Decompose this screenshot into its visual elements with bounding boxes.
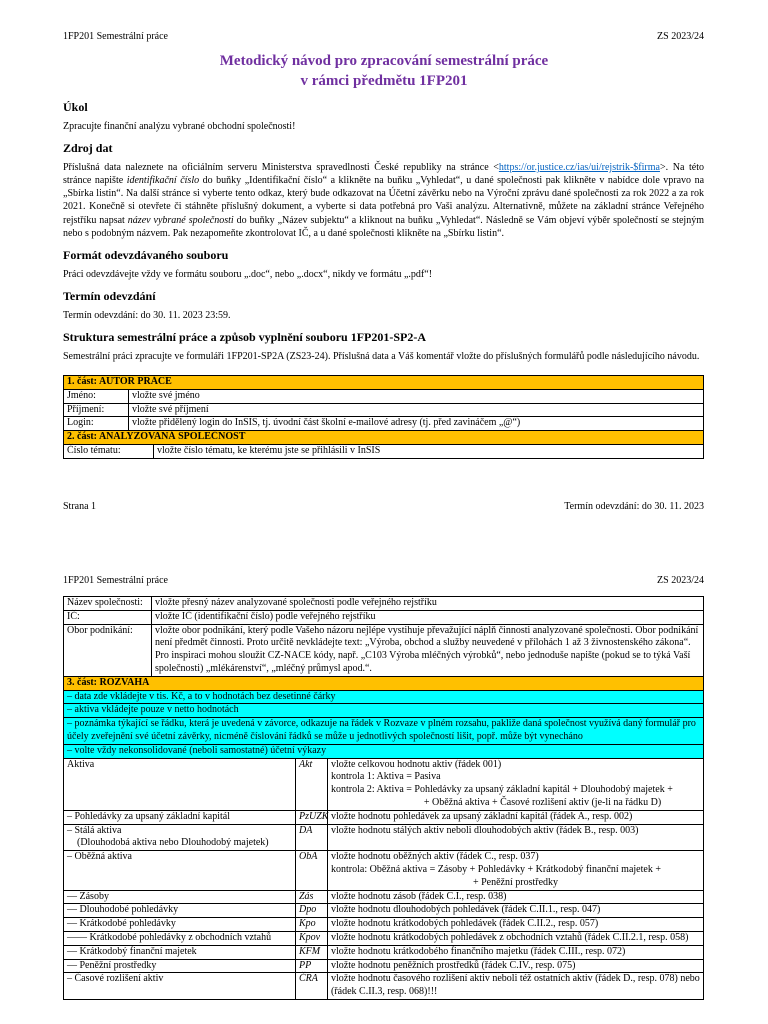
table-row [64, 931, 704, 945]
row-label: — Zásoby [64, 890, 296, 904]
row-label: — Dlouhodobé pohledávky [64, 904, 296, 918]
heading-format: Formát odevzdávaného souboru [63, 247, 229, 262]
row-value: vložte hodnotu krátkodobých pohledávek z obchodních vztahů (řádek C.II.2.1, resp. 058) [328, 931, 704, 945]
section-ukol [63, 100, 704, 133]
row-abbr: Kpov [296, 931, 328, 945]
company-table [63, 596, 704, 677]
value-line: kontrola: Oběžná aktiva = Zásoby + Pohledávky + Krátkodobý finanční majetek + [331, 863, 661, 875]
row-value [328, 851, 704, 890]
row-value: vložte hodnotu časového rozlišení aktiv neboli též ostatních aktiv (řádek D., resp. 078) nebo (řádek C.II.3, resp. 068)!!! [328, 973, 704, 1000]
row-value: vložte číslo tématu, ke kterému jste se přihlásili v InSIS [154, 445, 704, 459]
part-2-header: 2. část: ANALYZOVANÁ SPOLEČNOST [64, 431, 704, 445]
row-value: vložte přidělený login do InSIS, tj. úvodní část školní e-mailové adresy (tj. před zavináčem „@“) [129, 417, 704, 431]
text-struktura: Semestrální práci zpracujte ve formuláři 1FP201-SP2A (ZS23-24). Příslušná data a Váš komentář vložte do příslušných formulářů podle následujícího návodu. [63, 350, 700, 362]
value-line: + Peněžní prostředky [472, 876, 559, 888]
section-format [63, 248, 704, 281]
row-label: Login: [64, 417, 129, 431]
document-body [63, 100, 704, 459]
registry-link[interactable]: https://or.justice.cz/ias/ui/rejstrik-$firma [498, 161, 660, 173]
note-row: – poznámka týkající se řádku, která je uvedená v závorce, odkazuje na řádek v Rozvaze v plném rozsahu, pakliže daná společnost využívá daný formulář pro účely zveřejnění své účetní závěrky, nicméně číslování řádků se může u jednotlivých společností lišit, popř. může být vynecháno [64, 718, 704, 745]
value-line: vložte celkovou hodnotu aktiv (řádek 001) [331, 758, 502, 770]
row-label: Obor podnikání: [64, 624, 152, 676]
text-zdroj-dat [63, 161, 704, 240]
row-abbr: Zás [296, 890, 328, 904]
table-row [64, 945, 704, 959]
row-value: vložte IČ (identifikační číslo) podle veřejného rejstříku [152, 610, 704, 624]
balance-sheet-form [63, 596, 704, 1000]
value-line: kontrola 1: Aktiva = Pasiva [331, 771, 441, 783]
row-abbr: KFM [296, 945, 328, 959]
table-row [64, 904, 704, 918]
row-value: vložte hodnotu krátkodobého finančního majetku (řádek C.III., resp. 072) [328, 945, 704, 959]
heading-zdroj-dat: Zdroj dat [63, 141, 113, 156]
row-label: Jméno: [64, 389, 129, 403]
table-row [64, 824, 704, 851]
value-line: kontrola 2: Aktiva = Pohledávky za upsaný základní kapitál + Dlouhodobý majetek + [331, 784, 673, 796]
row-label: Název společnosti: [64, 597, 152, 611]
header-course: 1FP201 Semestrální práce [63, 31, 168, 42]
row-abbr: PP [296, 959, 328, 973]
table-row [64, 973, 704, 1000]
table-row [64, 959, 704, 973]
row-label: Aktiva [64, 758, 296, 810]
zdroj-italic: identifikační číslo [126, 175, 200, 187]
note-row: – aktiva vkládejte pouze v netto hodnotách [64, 704, 704, 718]
section-struktura [63, 330, 704, 363]
section-zdroj-dat [63, 141, 704, 240]
row-abbr: DA [296, 824, 328, 851]
label-line: (Dlouhodobá aktiva nebo Dlouhodobý majetek) [77, 837, 269, 849]
row-value [328, 758, 704, 810]
row-label: Příjmení: [64, 403, 129, 417]
row-value: vložte hodnotu zásob (řádek C.I., resp. 038) [328, 890, 704, 904]
row-value: vložte své příjmení [129, 403, 704, 417]
row-label: – Oběžná aktiva [64, 851, 296, 890]
row-value: vložte hodnotu dlouhodobých pohledávek (řádek C.II.1., resp. 047) [328, 904, 704, 918]
page-footer [63, 500, 704, 513]
header-term: ZS 2023/24 [657, 575, 704, 586]
page-gap [0, 540, 768, 566]
row-value: vložte hodnotu krátkodobých pohledávek (řádek C.II.2., resp. 057) [328, 918, 704, 932]
row-label: – Časové rozlišení aktiv [64, 973, 296, 1000]
footer-deadline: Termín odevzdání: do 30. 11. 2023 [564, 501, 704, 512]
heading-struktura: Struktura semestrální práce a způsob vyplnění souboru 1FP201-SP2-A [63, 330, 427, 344]
table-row [64, 890, 704, 904]
row-label: — Peněžní prostředky [64, 959, 296, 973]
balance-table [63, 677, 704, 1000]
table-row [64, 758, 704, 810]
page-header [63, 30, 704, 43]
title-line-2: v rámci předmětu 1FP201 [300, 72, 468, 89]
text-format: Práci odevzdávejte vždy ve formátu souboru „.doc“, nebo „.docx“, nikdy ve formátu „.pdf“! [63, 268, 433, 280]
row-abbr: ČRA [296, 973, 328, 1000]
section-termin [63, 289, 704, 322]
value-line: + Oběžná aktiva + Časové rozlišení aktiv (je-li na řádku D) [423, 796, 662, 808]
document-title [0, 52, 768, 91]
zdroj-text-part: Příslušná data naleznete na oficiálním serveru Ministerstva spravedlnosti České republiky na stránce < [63, 161, 499, 173]
page-number: Strana 1 [63, 501, 97, 512]
note-row: – data zde vkládejte v tis. Kč, a to v hodnotách bez desetinné čárky [64, 690, 704, 704]
row-label: — Krátkodobý finanční majetek [64, 945, 296, 959]
table-row [64, 810, 704, 824]
row-label: – Pohledávky za upsaný základní kapitál [64, 810, 296, 824]
text-termin: Termín odevzdání: do 30. 11. 2023 23:59. [63, 309, 231, 321]
zdroj-italic: název vybrané společnosti [127, 214, 234, 226]
zdroj-text-part: >. Na této stránce napište [63, 161, 704, 187]
row-abbr: Kpo [296, 918, 328, 932]
row-value: vložte obor podnikání, který podle Vašeho názoru nejlépe vystihuje převažující náplň činnosti analyzované společnosti. Obor podnikání není předmět činnosti. Proto určitě nevkládejte text: „Výroba, obchod a služby neuvedené v přílohách 1 až 3 živnostenského zákona“. Pro inspiraci mohou sloužit CZ-NACE kódy, např. „C103 Výroba mléčných výrobků“, nebo jednoduše napište (pokud se to týká Vaší společnosti) „mlékárenství“, „mléčný průmysl apod.“. [152, 624, 704, 676]
text-ukol: Zpracujte finanční analýzu vybrané obchodní společnosti! [63, 120, 296, 132]
title-line-1: Metodický návod pro zpracování semestrální práce [219, 53, 549, 69]
row-label: —— Krátkodobé pohledávky z obchodních vztahů [64, 931, 296, 945]
row-label: — Krátkodobé pohledávky [64, 918, 296, 932]
row-label: IČ: [64, 610, 152, 624]
table-row [64, 851, 704, 890]
row-abbr: Dpo [296, 904, 328, 918]
part-1-header: 1. část: AUTOR PRÁCE [64, 376, 704, 390]
header-course: 1FP201 Semestrální práce [63, 575, 168, 586]
note-row: – volte vždy nekonsolidované (neboli samostatné) účetní výkazy [64, 744, 704, 758]
row-value: vložte své jméno [129, 389, 704, 403]
table-row [64, 918, 704, 932]
zdroj-text-part: do buňky „Identifikační číslo“ a klikněte na buňku „Vyhledat“, u dané společnosti pak klikněte v nabídce dole vpravo na „Sbírka listin“. Na další stránce si vyberte tento odkaz, který bude odkazovat na Účetní závěrku nebo na Výroční zprávu dané společnosti za rok 2022 a za rok 2021. Konečně si otevřete či stáhněte příslušný dokument, a vyberte si data potřebná pro Vaši analýzu. Alternativně, můžete na základní stránce Veřejného rejstříku napsat [63, 175, 705, 226]
heading-termin: Termín odevzdání [63, 288, 156, 303]
page-header [63, 574, 704, 587]
value-line: vložte hodnotu oběžných aktiv (řádek C., resp. 037) [331, 851, 539, 863]
row-abbr: PzUZK [296, 810, 328, 824]
row-abbr: ObA [296, 851, 328, 890]
row-label [64, 824, 296, 851]
author-table [63, 375, 704, 459]
row-label: Číslo tématu: [64, 445, 154, 459]
row-value: vložte hodnotu stálých aktiv neboli dlouhodobých aktiv (řádek B., resp. 003) [328, 824, 704, 851]
part-3-header: 3. část: ROZVAHA [64, 677, 704, 690]
row-abbr: Akt [296, 758, 328, 810]
header-term: ZS 2023/24 [657, 31, 704, 42]
heading-ukol: Úkol [63, 100, 88, 114]
zdroj-text-part: do buňky „Název subjektu“ a kliknout na buňku „Vyhledat“. Následně se Vám objeví výběr společností se stejným nebo s podobným názvem. Pak nezapomeňte zkontrolovat IČ, a u dané společnosti klikněte na „Sbírku listin“. [63, 214, 704, 239]
document-page-2 [0, 566, 768, 1024]
row-value: vložte hodnotu peněžních prostředků (řádek C.IV., resp. 075) [328, 959, 704, 973]
label-line: – Stálá aktiva [67, 824, 122, 836]
row-value: vložte hodnotu pohledávek za upsaný základní kapitál (řádek A., resp. 002) [328, 810, 704, 824]
row-value: vložte přesný název analyzované společnosti podle veřejného rejstříku [152, 597, 704, 611]
